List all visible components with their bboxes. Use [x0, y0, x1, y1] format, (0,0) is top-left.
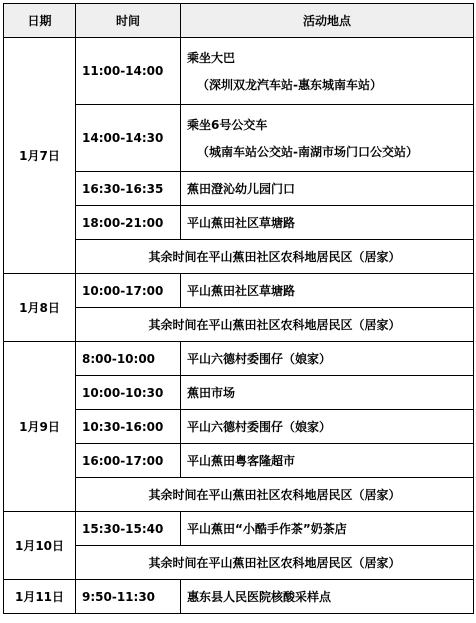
itinerary-table: [3, 3, 474, 614]
note-cell: 其余时间在平山蕉田社区农科地居民区（居家）: [76, 240, 474, 274]
table-row: [4, 342, 474, 376]
time-cell: 16:30-16:35: [76, 172, 181, 206]
place-main: 乘坐大巴: [187, 51, 236, 65]
table-row: [4, 512, 474, 546]
header-date: 日期: [4, 4, 76, 38]
date-cell: 1月7日: [4, 38, 76, 274]
place-sub: （深圳双龙汽车站-惠东城南车站）: [197, 78, 382, 92]
time-cell: 11:00-14:00: [76, 38, 181, 105]
time-cell: 16:00-17:00: [76, 444, 181, 478]
table-row: [4, 38, 474, 105]
note-cell: 其余时间在平山蕉田社区农科地居民区（居家）: [76, 478, 474, 512]
place-cell: 惠东县人民医院核酸采样点: [181, 580, 474, 614]
time-cell: 14:00-14:30: [76, 105, 181, 172]
header-row: [4, 4, 474, 38]
place-cell: 蕉田市场: [181, 376, 474, 410]
place-cell: 平山蕉田粤客隆超市: [181, 444, 474, 478]
table-row: [4, 274, 474, 308]
place-main: 乘坐6号公交车: [187, 118, 268, 132]
date-cell: 1月9日: [4, 342, 76, 512]
note-cell: 其余时间在平山蕉田社区农科地居民区（居家）: [76, 308, 474, 342]
time-cell: 9:50-11:30: [76, 580, 181, 614]
time-cell: 18:00-21:00: [76, 206, 181, 240]
time-cell: 10:00-10:30: [76, 376, 181, 410]
date-cell: 1月10日: [4, 512, 76, 580]
header-time: 时间: [76, 4, 181, 38]
time-cell: 10:00-17:00: [76, 274, 181, 308]
place-cell: 蕉田澄沁幼儿园门口: [181, 172, 474, 206]
time-cell: 10:30-16:00: [76, 410, 181, 444]
place-cell: [181, 38, 474, 105]
header-place: 活动地点: [181, 4, 474, 38]
note-cell: 其余时间在平山蕉田社区农科地居民区（居家）: [76, 546, 474, 580]
time-cell: 8:00-10:00: [76, 342, 181, 376]
date-cell: 1月8日: [4, 274, 76, 342]
time-cell: 15:30-15:40: [76, 512, 181, 546]
date-cell: 1月11日: [4, 580, 76, 614]
place-cell: [181, 105, 474, 172]
place-sub: （城南车站公交站-南湖市场门口公交站）: [197, 145, 418, 159]
place-cell: 平山六德村委围仔（娘家）: [181, 342, 474, 376]
place-cell: 平山蕉田社区草塘路: [181, 274, 474, 308]
place-cell: 平山蕉田“小酷手作茶”奶茶店: [181, 512, 474, 546]
place-cell: 平山蕉田社区草塘路: [181, 206, 474, 240]
place-cell: 平山六德村委围仔（娘家）: [181, 410, 474, 444]
table-row: [4, 580, 474, 614]
